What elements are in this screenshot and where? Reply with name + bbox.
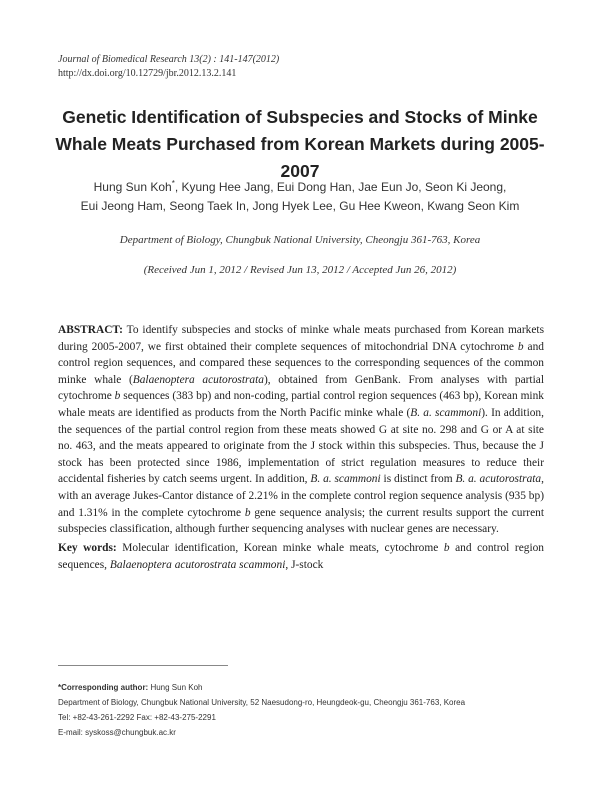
author-line-1 [40, 174, 560, 197]
abstract-species: B. a. scammoni [410, 406, 482, 419]
abstract-text: and control region sequences, and compared these sequences to the corresponding sequences of the common minke whale ( [58, 340, 544, 386]
abstract [58, 322, 544, 538]
corresponding-author-name: Hung Sun Koh [93, 180, 172, 194]
author-line-2: Eui Jeong Ham, Seong Taek In, Jong Hyek Lee, Gu Hee Kweon, Kwang Seon Kim [80, 199, 520, 213]
keywords-text: and control region sequences, [58, 542, 544, 571]
abstract-text: To identify subspecies and stocks of minke whale meats purchased from Korean markets during 2005-2007, we first obtained their complete sequences of mitochondrial DNA cytochrome [58, 324, 544, 353]
keywords-label: Key words: [58, 542, 117, 554]
abstract-text: ), obtained from GenBank. From analyses with partial cytochrome [58, 373, 544, 403]
abstract-label: ABSTRACT: [58, 324, 123, 336]
corresponding-author-footnote [58, 680, 548, 740]
received-dates: (Received Jun 1, 2012 / Revised Jun 13, 2012 / Accepted Jun 26, 2012) [143, 264, 457, 276]
abstract-species: Balaenoptera acutorostrata [132, 373, 264, 386]
title-line-1: Genetic Identification of Subspecies and Stocks of Minke [62, 107, 538, 127]
abstract-text: ). In addition, the sequences of the partial control region from these meats showed G at site no. 298 and G or A at site no. 463, and the meats appeared to originate from the J stock within this subspecies. Thus, because the J stock has been protected since 1986, implementation of strict regulation measures to reduce their accidental fisheries by catch seems urgent. In addition, [58, 406, 544, 486]
author-list [40, 174, 560, 216]
footnote-divider [58, 665, 228, 666]
footnote-author [58, 680, 548, 695]
paper-title [40, 104, 560, 185]
abstract-species: B. a. acutorostrata [455, 473, 542, 486]
abstract-italic: b [517, 340, 524, 353]
doi-link[interactable]: http://dx.doi.org/10.12729/jbr.2012.13.2.141 [58, 68, 237, 79]
journal-header [58, 53, 279, 81]
corresponding-mark: * [171, 179, 175, 188]
keywords-text: Molecular identification, Korean minke whale meats, cytochrome [116, 542, 444, 554]
title-line-2: Whale Meats Purchased from Korean Markets during 2005-2007 [55, 134, 545, 181]
abstract-italic: b [114, 390, 121, 403]
keywords [58, 540, 544, 573]
affiliation: Department of Biology, Chungbuk National University, Cheongju 361-763, Korea [119, 234, 481, 246]
footnote-name: Hung Sun Koh [148, 683, 203, 692]
journal-citation: Journal of Biomedical Research 13(2) : 141-147(2012) [58, 54, 280, 65]
abstract-text: , with an average Jukes-Cantor distance of 2.21% in the complete control region sequence analysis (935 bp) and 1.31% in the complete cytochrome [58, 473, 544, 519]
abstract-text: gene sequence analysis; the current results support the current subspecies classification, although further sequencing analyses with nuclear genes are necessary. [58, 506, 544, 536]
abstract-text: sequences (383 bp) and non-coding, partial control region sequences (463 bp), Korean mink whale meats are identified as products from the North Pacific minke whale ( [58, 390, 544, 419]
footnote-label: *Corresponding author: [58, 683, 149, 692]
abstract-species: B. a. scammoni [310, 473, 381, 486]
footnote-email[interactable]: E-mail: syskoss@chungbuk.ac.kr [58, 728, 176, 737]
footnote-address: Department of Biology, Chungbuk National University, 52 Naesudong-ro, Heungdeok-gu, Cheongju 361-763, Korea [58, 698, 466, 707]
author-line-1-rest: , Kyung Hee Jang, Eui Dong Han, Jae Eun Jo, Seon Ki Jeong, [174, 180, 507, 194]
abstract-text: is distinct from [380, 473, 456, 486]
keywords-text: , J-stock [285, 558, 324, 571]
keywords-species: Balaenoptera acutorostrata scammoni [109, 558, 286, 571]
abstract-italic: b [244, 506, 251, 519]
keywords-italic: b [443, 542, 450, 554]
footnote-phone: Tel: +82-43-261-2292 Fax: +82-43-275-2291 [58, 713, 216, 722]
